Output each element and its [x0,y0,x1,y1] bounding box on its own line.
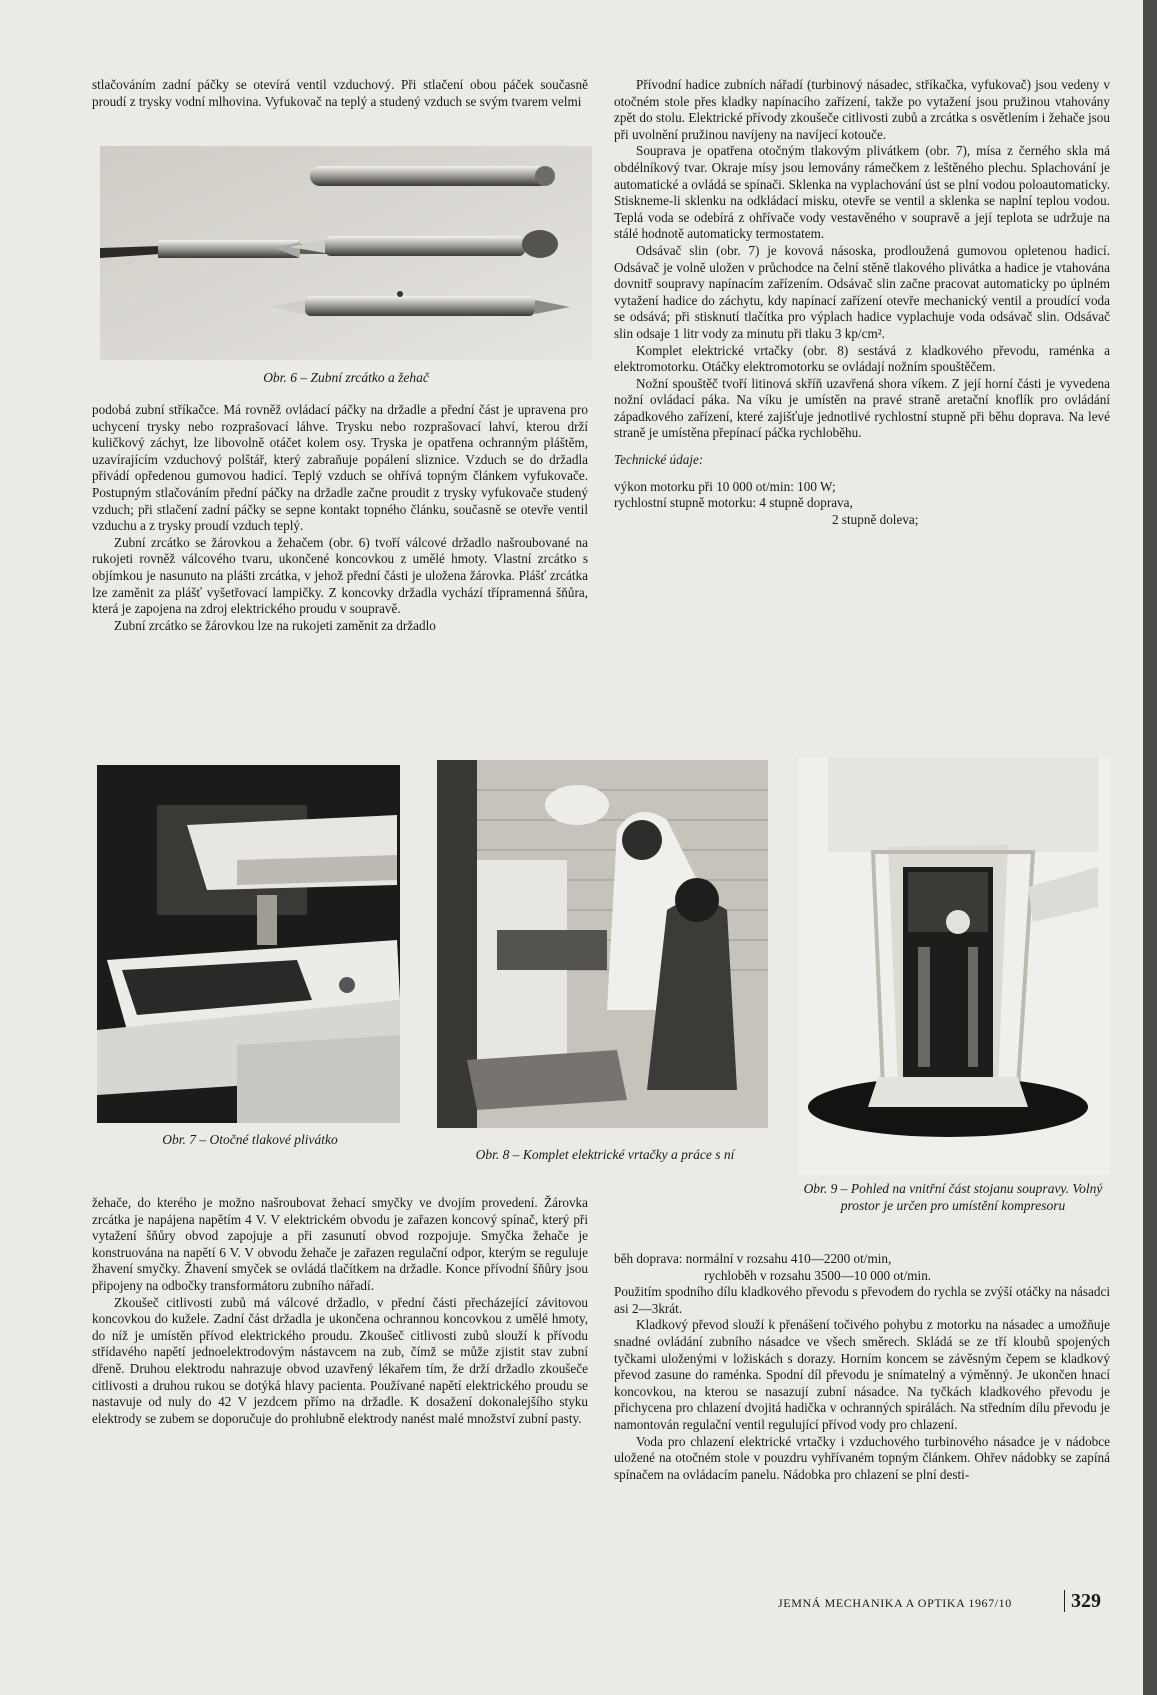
left-column-top [92,77,588,110]
paragraph: Zubní zrcátko se žárovkou a žehačem (obr. 6) tvoří válcové držadlo našroubované na rukojeti rovněž válcového tvaru, ukončené koncovkou z umělé hmoty. Vlastní zrcátko s objímkou je nasunuto na plášti zrcátka, v jehož přední části je uložena žárovka. Plášť zrcátka lze zaměnit za plášť vyšetřovací lampičky. Z koncovky držadla vychází třípramenná šňůra, která je zapojena na zdroj elektrického proudu v soupravě. [92,534,588,617]
page-edge [1143,0,1157,1695]
technical-data-heading: Technické údaje: [614,452,704,468]
left-column-bottom [92,1195,588,1427]
paragraph: Zkoušeč citlivosti zubů má válcové držadlo, v přední části přecházející závitovou koncovkou do kužele. Zadní část držadla je ukončena ochrannou koncovkou z umělé hmoty, do níž je umístěn přívod elektrického proudu. Zkoušeč citlivosti zubů slouží k přívodu střídavého napětí jednoelektrodovým nástavcem na zub, čímž se může zjistit stav zubní dřeně. Druhou elektrodu nahrazuje obvod uzavřený lékařem tím, že drží držadlo zkoušeče citlivosti a druhou rukou se dotýká hlavy pacienta. Používané napětí elektrického proudu se nastavuje od nuly do 42 V jezdcem přímo na držadle. K dosažení dokonalejšího styku elektrody se zubem se doporučuje do prohlubně elektrody nanést malé množství zubní pasty. [92,1294,588,1426]
right-column-top [614,77,1110,528]
tech-line: běh doprava: normální v rozsahu 410—2200 ot/min, [614,1251,892,1266]
paragraph: Použitím spodního dílu kladkového převodu s převodem do rychla se zvýší otáčky na násadci asi 2—3krát. [614,1284,1110,1316]
page-number: 329 [1071,1590,1101,1612]
paragraph: Komplet elektrické vrtačky (obr. 8) sestává z kladkového převodu, raménka a elektromotorku. Otáčky elektromotorku se ovládají nožním spouštěčem. [614,342,1110,375]
paragraph: stlačováním zadní páčky se otevírá ventil vzduchový. Při stlačení obou páček současně proudí z trysky vodní mlhovina. Vyfukovač na teplý a studený vzduch se svým tvarem velmi [92,77,588,109]
tech-line: 2 stupně doleva; [832,511,919,527]
figure-8-caption: Obr. 8 – Komplet elektrické vrtačky a práce s ní [475,1147,735,1162]
left-column-middle [92,402,588,634]
journal-footer: JEMNÁ MECHANIKA A OPTIKA 1967/10 [778,1596,1012,1610]
paragraph: Odsávač slin (obr. 7) je kovová násoska, prodloužená gumovou opletenou hadicí. Odsávač je volně uložen v průchodce na čelní stěně tlakového plivátka a hadice je vtahována dovnitř soupravy napínacím zařízením. Odsávač slin začne pracovat automaticky po úplném vytažení hadice do záchytu, kdy napínací zařízení otevře mechanický ventil a proudící voda se odsává; při stisknutí tlačítka pro výplach hadice vyplachuje voda odsávač slin. Odsávač slin odsaje 1 litr vody za minutu při tlaku 3 kp/cm². [614,242,1110,341]
paragraph: Voda pro chlazení elektrické vrtačky i vzduchového turbinového násadce je v nádobce uložené na otočném stole v pouzdru vyhřívaném topným článkem. Ohřev nádobky se zapíná spínačem na ovládacím panelu. Nádobka pro chlazení se plní desti- [614,1433,1110,1482]
tech-line: výkon motorku při 10 000 ot/min: 100 W; [614,478,836,494]
right-column-bottom [614,1251,1110,1483]
figure-7-caption: Obr. 7 – Otočné tlakové plivátko [162,1132,338,1147]
paragraph: žehače, do kterého je možno našroubovat žehací smyčky ve dvojím provedení. Žárovka zrcátka je napájena napětím 4 V. V elektrickém obvodu je zařazen koncový spínač, který při vytažení šňůry obvod zapojuje a při zasunutí obvod rozpojuje. Smyčka žehače je konstruována na napětí 6 V. V obvodu žehače je zařazen regulační odpor, kterým se reguluje žhavení smyčky. Žhavení smyček se ovládá tlačítkem na držadle. Konce přívodní šňůry jsou připojeny na odbočky transformátoru zubního nářadí. [92,1195,588,1293]
tech-line: rychlostní stupně motorku: 4 stupně doprava, [614,495,853,511]
paragraph: Souprava je opatřena otočným tlakovým plivátkem (obr. 7), mísa z černého skla má obdélníkový tvar. Okraje mísy jsou lemovány rámečkem z leštěného plechu. Splachování je automatické a ovládá se spínači. Sklenka na vyplachování úst se plní vodou poloautomaticky. Stiskneme-li sklenku na odkládací misku, otevře se ventil a sklenka se naplní teplou vodou. Teplá voda se odebírá z ohřívače vody vestavěného v soupravě a její teplota se udržuje na stálé hodnotě automaticky termostatem. [614,143,1110,242]
figure-6-caption: Obr. 6 – Zubní zrcátko a žehač [263,370,429,385]
paragraph: Kladkový převod slouží k přenášení točivého pohybu z motorku na násadec a umožňuje snadné ovládání zubního násadce ve všech směrech. Skládá se ze tří kloubů spojených tyčkami uloženými v ložiskách s dorazy. Horním koncem se závěsným čepem se kladkový převod zasune do raménka. Spodní díl převodu je snímatelný a výměnný. Je ukončen hnací koncovkou, na kterou se nasazují zubní násadce. Na tyčkách kladkového převodu je přichycena pro chlazení dvojitá hadička v ochranných spirálách. Na středním dílu převodu je namontován regulační ventil regulující přívod vody pro chlazení. [614,1317,1110,1432]
paragraph: Přívodní hadice zubních nářadí (turbinový násadec, stříkačka, vyfukovač) jsou vedeny v otočném stole přes kladky napínacího zařízení, takže po vytažení jsou pružinou vtahovány zpět do stolu. Elektrické přívody zkoušeče citlivosti zubů a zrcátka s osvětlením i žehače jsou při uvolnění pružinou navíjeny na navíjecí kotouče. [614,77,1110,142]
figure-9-photo [798,757,1110,1175]
paragraph: Nožní spouštěč tvoří litinová skříň uzavřená shora víkem. Z její horní části je vyvedena nožní ovládací páka. Na víku je umístěn na pravé straně aretační knoflík pro ovládání západkového zařízení, které zajišťuje jednotlivé rychlostní stupně při běhu doprava. Na levé straně je umístěna přepínací páčka rychloběhu. [614,375,1110,441]
figure-7-photo [97,765,400,1123]
paragraph: Zubní zrcátko se žárovkou lze na rukojeti zaměnit za držadlo [114,617,436,633]
figure-9-caption: Obr. 9 – Pohled na vnitřní část stojanu soupravy. Volný prostor je určen pro umístění kompresoru [803,1181,1103,1213]
figure-8-photo [437,760,768,1128]
paragraph: podobá zubní stříkačce. Má rovněž ovládací páčky na držadle a přední část je upravena pro uchycení trysky nebo rozprašovací láhve. Trysku nebo rozprašovací lahví, kterou drží kuličkový záchyt, lze libovolně otáčet kolem osy. Tryska je opatřena ochranným pláštěm, uzavírajícím vzduchový polštář, který zabraňuje popálení sliznice. Vzduch se do držadla přivádí opředenou gumovou hadicí. Teplý vzduch se ohřívá topným článkem vyfukovače. Postupným stlačováním přední páčky na držadle začne proudit z trysky vyfukovače studený vzduch; při stlačení zadní páčky se sepne kontakt topného článku, současně se otevře ventil vzduchu a z trysky proudí vzduch teplý. [92,402,588,534]
figure-6-photo [100,146,592,360]
footer-divider [1064,1590,1065,1612]
tech-line: rychloběh v rozsahu 3500—10 000 ot/min. [704,1267,932,1283]
